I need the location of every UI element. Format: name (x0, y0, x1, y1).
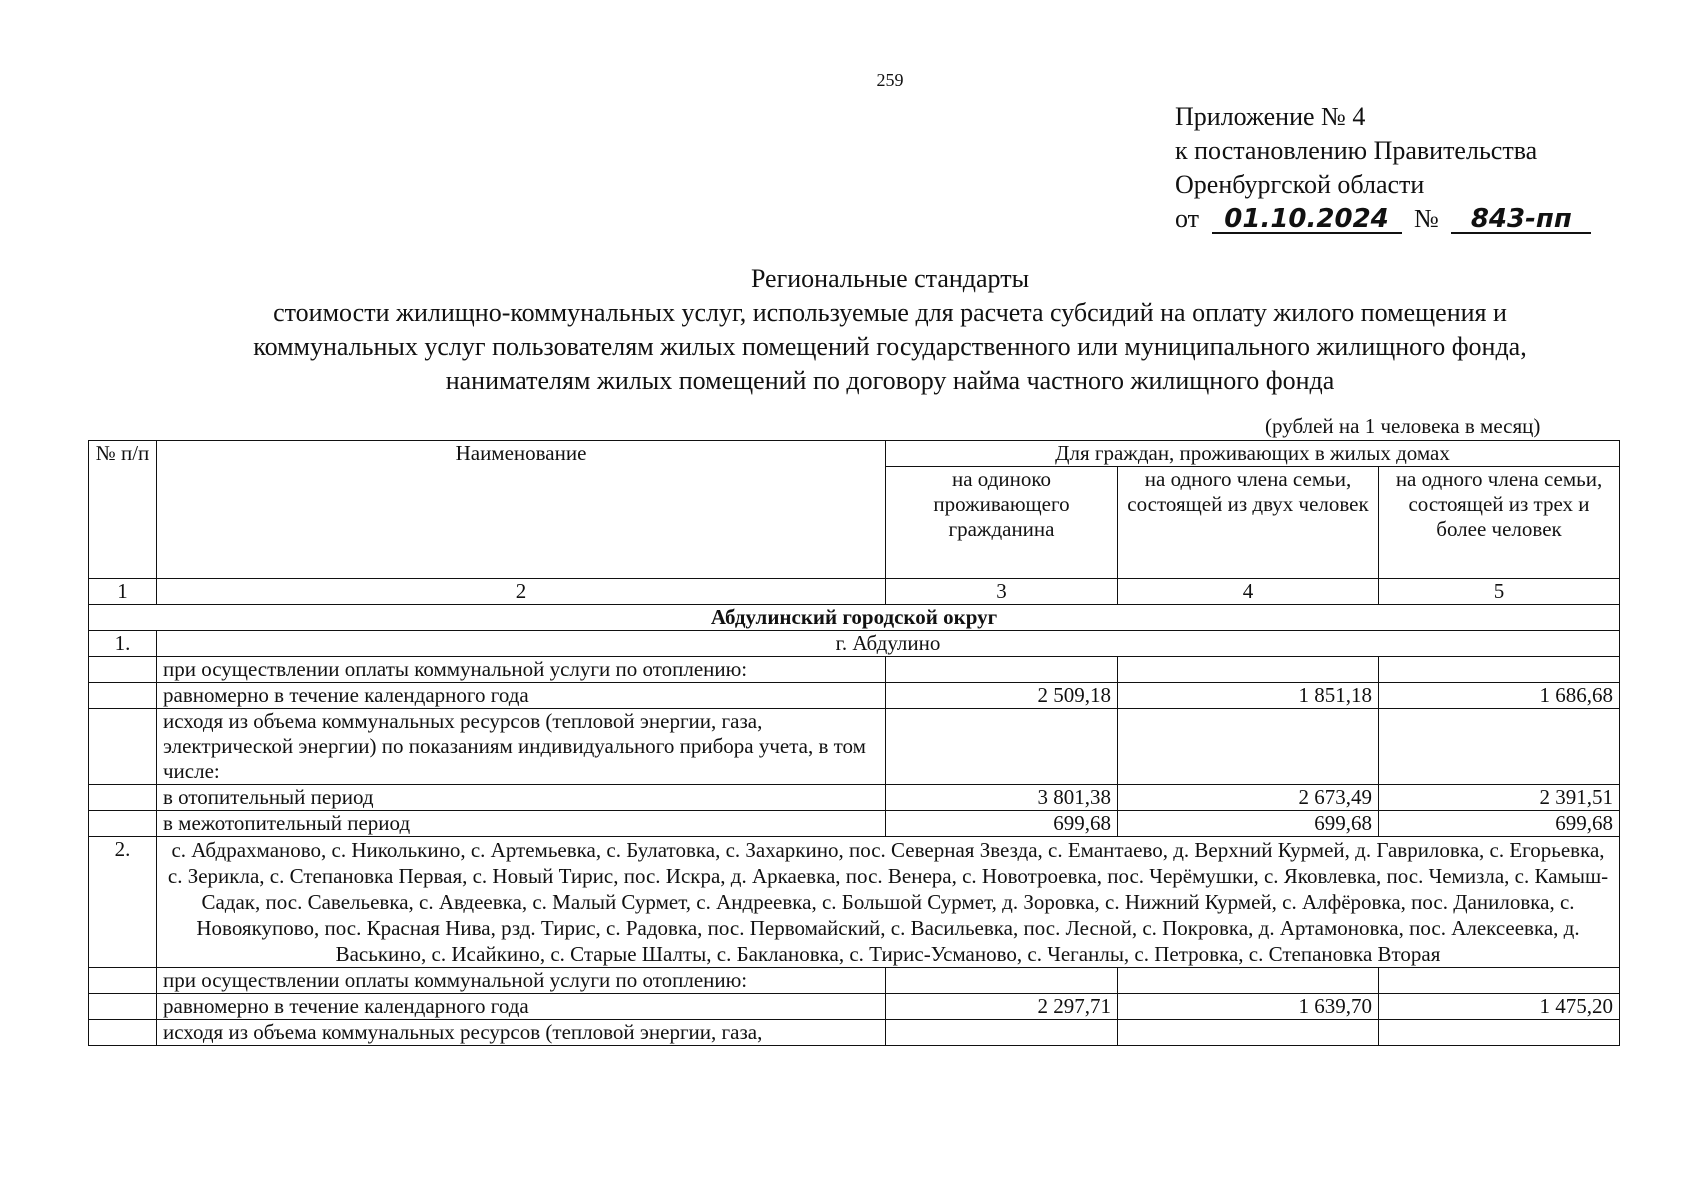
col-number-4: 4 (1118, 579, 1379, 605)
value-col4 (1118, 1020, 1379, 1046)
standards-table (88, 440, 1620, 1046)
row-label: при осуществлении оплаты коммунальной услуги по отоплению: (157, 968, 886, 994)
document-title (0, 262, 1701, 398)
handwritten-number: 843-пп (1451, 206, 1591, 234)
appendix-block (1175, 100, 1591, 236)
appendix-line-3: Оренбургской области (1175, 170, 1425, 199)
col-number-2: 2 (157, 579, 886, 605)
value-col4 (1118, 709, 1379, 785)
header-col4: на одного члена семьи, состоящей из двух человек (1118, 467, 1379, 579)
table-row (89, 683, 1620, 709)
header-name: Наименование (157, 441, 886, 579)
col-number-3: 3 (886, 579, 1118, 605)
value-col5 (1379, 657, 1620, 683)
row-label: в межотопительный период (157, 811, 886, 837)
location-name: г. Абдулино (157, 631, 1620, 657)
section-title: Абдулинский городской округ (89, 605, 1620, 631)
row-label: равномерно в течение календарного года (157, 683, 886, 709)
table-row (89, 811, 1620, 837)
from-label: от (1175, 204, 1200, 233)
appendix-line-2: к постановлению Правительства (1175, 136, 1538, 165)
value-col5: 1 686,68 (1379, 683, 1620, 709)
table-row (89, 1020, 1620, 1046)
title-line-4: нанимателям жилых помещений по договору найма частного жилищного фонда (445, 366, 1335, 395)
header-group: Для граждан, проживающих в жилых домах (886, 441, 1620, 467)
row-label: при осуществлении оплаты коммунальной услуги по отоплению: (157, 657, 886, 683)
value-col5 (1379, 709, 1620, 785)
section-row (89, 605, 1620, 631)
col-number-5: 5 (1379, 579, 1620, 605)
table-row (89, 994, 1620, 1020)
table-row (89, 657, 1620, 683)
header-row-1 (89, 441, 1620, 467)
location-row (89, 837, 1620, 968)
value-col5 (1379, 1020, 1620, 1046)
table-row (89, 785, 1620, 811)
value-col3: 2 297,71 (886, 994, 1118, 1020)
title-line-1: Региональные стандарты (750, 264, 1030, 293)
units-note: (рублей на 1 человека в месяц) (1265, 414, 1541, 438)
header-col3: на одиноко проживающего гражданина (886, 467, 1118, 579)
value-col5 (1379, 968, 1620, 994)
header-num: № п/п (89, 441, 157, 579)
appendix-line-1: Приложение № 4 (1175, 102, 1366, 131)
value-col3: 699,68 (886, 811, 1118, 837)
column-numbers-row (89, 579, 1620, 605)
value-col3: 3 801,38 (886, 785, 1118, 811)
value-col4: 2 673,49 (1118, 785, 1379, 811)
item-number: 2. (89, 837, 157, 968)
row-label: исходя из объема коммунальных ресурсов (тепловой энергии, газа, (157, 1020, 886, 1046)
value-col3 (886, 657, 1118, 683)
row-label: в отопительный период (157, 785, 886, 811)
value-col3 (886, 1020, 1118, 1046)
location-list: с. Абдрахманово, с. Николькино, с. Артемьевка, с. Булатовка, с. Захаркино, пос. Северная Звезда, с. Емантаево, д. Верхний Курмей, д. Гавриловка, с. Егорьевка, с. Зерикла, с. Степановка Первая, с. Новый Тирис, пос. Искра, д. Аркаевка, пос. Венера, с. Новотроевка, пос. Черёмушки, с. Яковлевка, пос. Чемизла, с. Камыш-Садак, пос. Савельевка, с. Авдеевка, с. Малый Сурмет, с. Андреевка, с. Большой Сурмет, д. Зоровка, с. Нижний Курмей, с. Алфёровка, пос. Даниловка, с. Новоякупово, пос. Красная Нива, рзд. Тирис, с. Радовка, пос. Первомайский, с. Васильевка, пос. Лесной, с. Покровка, д. Артамоновка, пос. Алексеевка, д. Васькино, с. Исайкино, с. Старые Шалты, с. Баклановка, с. Тирис-Усманово, с. Чеганлы, с. Петровка, с. Степановка Вторая (157, 837, 1620, 968)
col-number-1: 1 (89, 579, 157, 605)
value-col3: 2 509,18 (886, 683, 1118, 709)
table-row (89, 968, 1620, 994)
number-label: № (1414, 204, 1439, 233)
item-number: 1. (89, 631, 157, 657)
row-label: равномерно в течение календарного года (157, 994, 886, 1020)
title-line-2: стоимости жилищно-коммунальных услуг, используемые для расчета субсидий на оплату жилого помещения и (273, 298, 1507, 327)
value-col4: 699,68 (1118, 811, 1379, 837)
value-col3 (886, 709, 1118, 785)
title-line-3: коммунальных услуг пользователям жилых помещений государственного или муниципального жилищного фонда, (253, 332, 1527, 361)
value-col4 (1118, 968, 1379, 994)
value-col3 (886, 968, 1118, 994)
row-label: исходя из объема коммунальных ресурсов (тепловой энергии, газа, электрической энергии) по показаниям индивидуального прибора учета, в том числе: (157, 709, 886, 785)
value-col5: 1 475,20 (1379, 994, 1620, 1020)
value-col4: 1 639,70 (1118, 994, 1379, 1020)
appendix-date-line (1175, 202, 1591, 236)
table-row (89, 709, 1620, 785)
value-col4: 1 851,18 (1118, 683, 1379, 709)
header-col5: на одного члена семьи, состоящей из трех и более человек (1379, 467, 1620, 579)
page-number: 259 (876, 70, 904, 90)
value-col4 (1118, 657, 1379, 683)
value-col5: 699,68 (1379, 811, 1620, 837)
location-row (89, 631, 1620, 657)
handwritten-date: 01.10.2024 (1212, 206, 1402, 234)
value-col5: 2 391,51 (1379, 785, 1620, 811)
